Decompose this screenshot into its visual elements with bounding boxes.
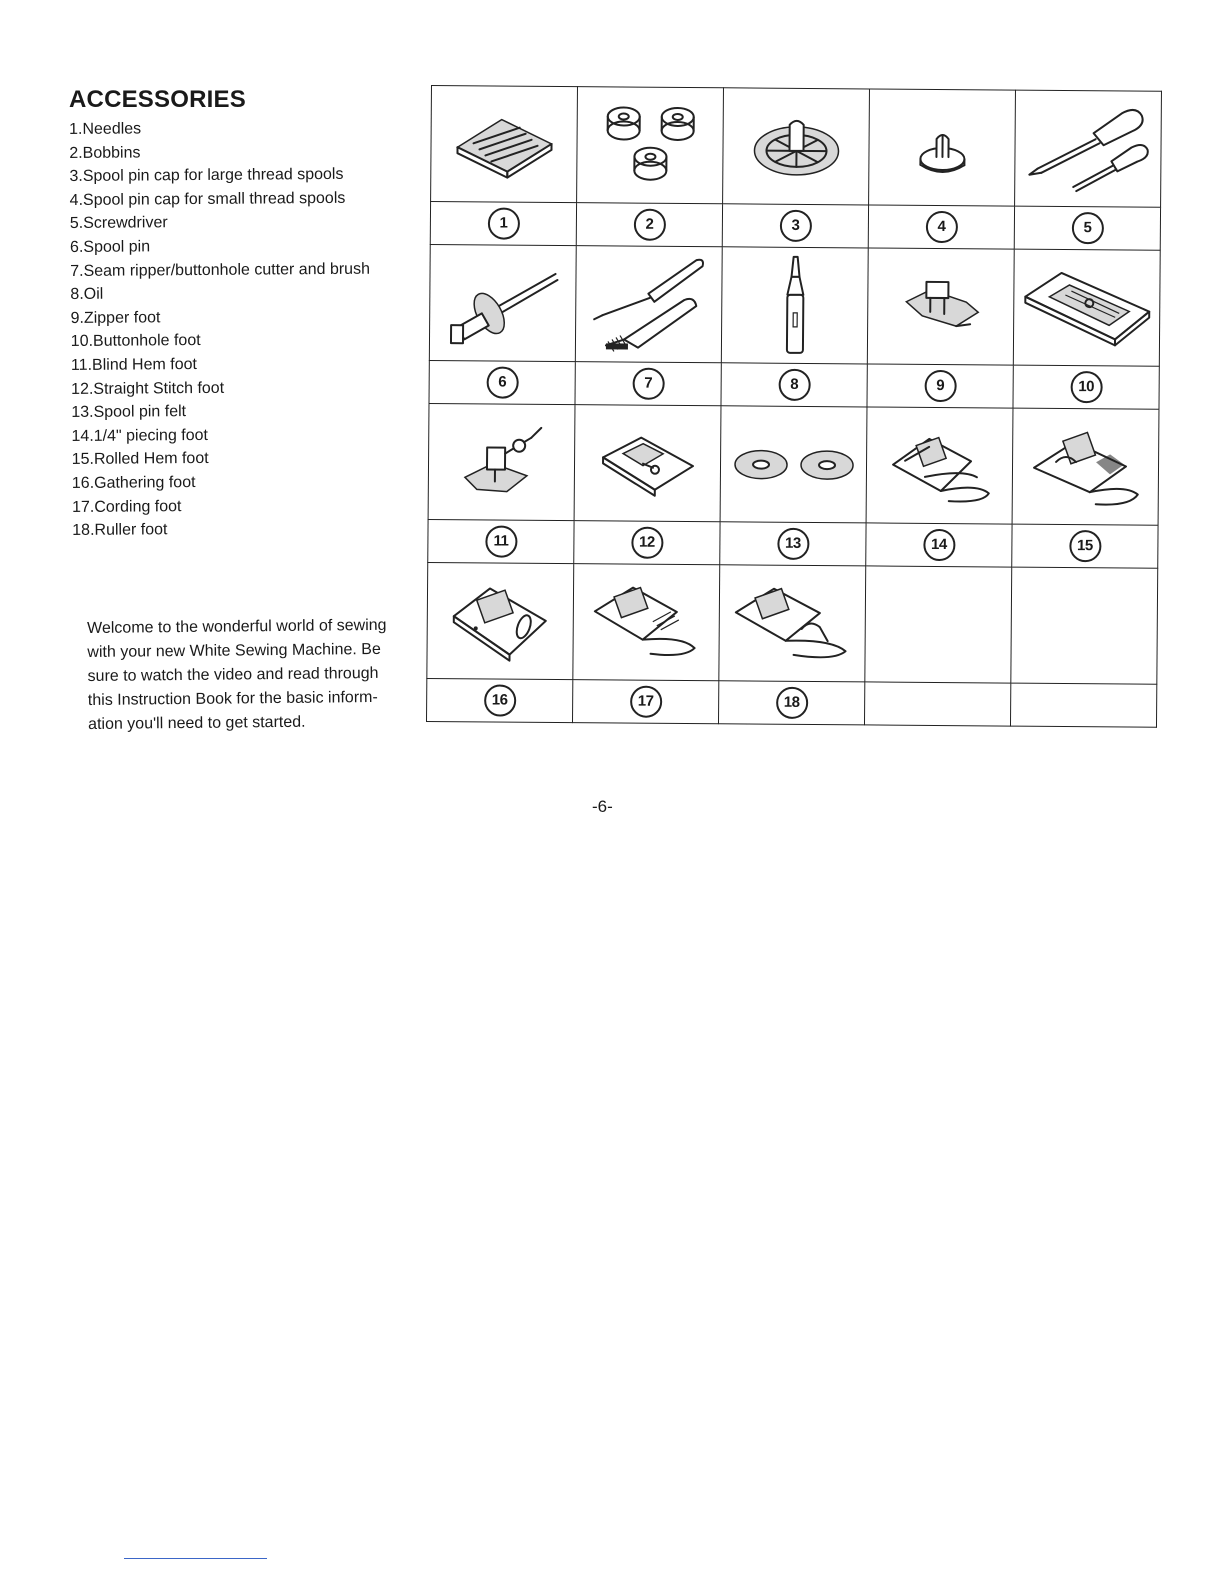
welcome-line: ation you'll need to get started. (88, 713, 306, 733)
large-spool-cap-illustration (723, 88, 870, 205)
welcome-line: sure to watch the video and read through (87, 664, 379, 685)
list-item: 15.Rolled Hem foot (71, 450, 209, 469)
list-item: 12.Straight Stitch foot (71, 379, 225, 398)
grid-number-cell (428, 519, 574, 563)
cording-foot-illustration (573, 564, 720, 681)
straight-stitch-foot-icon (592, 423, 703, 504)
grid-number-cell (866, 523, 1012, 567)
grid-number-cell (575, 362, 721, 406)
buttonhole-foot-illustration (1013, 249, 1160, 366)
list-item: 5.Screwdriver (69, 214, 168, 233)
grid-number-cell (720, 522, 866, 566)
blind-hem-foot-icon (446, 417, 557, 508)
item-number: 9 (924, 370, 956, 402)
item-number: 13 (777, 528, 809, 560)
straight-stitch-foot-illustration (574, 405, 721, 522)
list-item: 8.Oil (70, 285, 104, 304)
empty-cell (1011, 567, 1158, 684)
bobbins-illustration (577, 87, 724, 204)
page-heading: ACCESSORIES (69, 86, 246, 113)
screwdriver-illustration (1015, 90, 1162, 207)
item-number: 7 (632, 368, 664, 400)
seam-ripper-illustration (575, 246, 722, 363)
grid-number-cell (722, 204, 868, 248)
item-number: 12 (631, 527, 663, 559)
spool-pin-felt-illustration (720, 406, 867, 523)
list-item: 14.1/4" piecing foot (71, 426, 209, 445)
grid-number-cell (430, 202, 576, 246)
accessory-grid (426, 85, 1162, 728)
list-item: 7.Seam ripper/buttonhole cutter and brush (70, 260, 371, 280)
list-item: 11.Blind Hem foot (70, 355, 198, 374)
grid-number-cell (576, 203, 722, 247)
small-spool-cap-illustration (869, 89, 1016, 206)
gathering-foot-illustration (427, 562, 574, 679)
list-item: 17.Cording foot (71, 497, 182, 516)
piecing-foot-illustration (866, 407, 1013, 524)
item-number: 2 (633, 209, 665, 241)
spool-cap-small-icon (887, 112, 998, 183)
item-number: 14 (923, 529, 955, 561)
spool-pin-illustration (429, 244, 576, 361)
empty-cell (865, 566, 1012, 683)
blind-hem-foot-illustration (428, 403, 575, 520)
item-number: 4 (925, 211, 957, 243)
list-item: 10.Buttonhole foot (70, 332, 201, 351)
item-number: 17 (630, 686, 662, 718)
grid-number-cell (572, 680, 718, 724)
grid-number-cell (1012, 524, 1158, 568)
grid-number-cell (721, 363, 867, 407)
spool-cap-large-icon (741, 106, 852, 187)
seam-ripper-icon (583, 249, 714, 360)
item-number: 8 (778, 369, 810, 401)
item-number: 3 (779, 210, 811, 242)
zipper-foot-illustration (867, 248, 1014, 365)
list-item: 9.Zipper foot (70, 309, 161, 327)
grid-number-cell (429, 360, 575, 404)
ruller-foot-illustration (719, 565, 866, 682)
grid-number-cell (864, 682, 1010, 726)
welcome-line: Welcome to the wonderful world of sewing (87, 616, 387, 637)
list-item: 18.Ruller foot (72, 521, 168, 540)
item-number: 16 (484, 684, 516, 716)
grid-number-cell (867, 364, 1013, 408)
item-number: 15 (1069, 530, 1101, 562)
welcome-paragraph (87, 613, 428, 737)
list-item: 4.Spool pin cap for small thread spools (69, 189, 346, 209)
cording-foot-icon (586, 577, 707, 668)
accessory-list (69, 116, 372, 543)
oil-illustration (721, 247, 868, 364)
oil-bottle-icon (764, 250, 825, 360)
felt-icon (728, 439, 858, 490)
item-number: 6 (486, 366, 518, 398)
zipper-foot-icon (886, 271, 997, 342)
grid-number-cell (718, 681, 864, 725)
grid-number-cell (1014, 206, 1160, 250)
rolled-hem-foot-illustration (1012, 408, 1159, 525)
item-number: 10 (1070, 371, 1102, 403)
bottom-rule (124, 1558, 267, 1559)
item-number: 1 (487, 207, 519, 239)
spool-pin-icon (442, 253, 563, 354)
list-item: 16.Gathering foot (71, 473, 196, 492)
piecing-foot-icon (884, 420, 995, 511)
welcome-line: with your new White Sewing Machine. Be (87, 640, 381, 661)
needles-icon (449, 109, 560, 180)
needles-illustration (431, 86, 578, 203)
item-number: 5 (1071, 212, 1103, 244)
buttonhole-foot-icon (1018, 262, 1155, 353)
grid-number-cell (868, 205, 1014, 249)
item-number: 18 (776, 687, 808, 719)
grid-number-cell (1013, 365, 1159, 409)
item-number: 11 (485, 525, 517, 557)
grid-number-cell (427, 678, 573, 722)
list-item: 3.Spool pin cap for large thread spools (69, 166, 344, 186)
welcome-line: this Instruction Book for the basic inform- (87, 688, 378, 709)
grid-number-cell (574, 521, 720, 565)
grid-number-cell (1010, 683, 1156, 727)
rolled-hem-foot-icon (1025, 421, 1146, 512)
list-item: 6.Spool pin (69, 238, 151, 256)
list-item: 13.Spool pin felt (71, 403, 187, 422)
ruller-foot-icon (727, 578, 858, 669)
gathering-foot-icon (445, 576, 556, 667)
list-item: 2.Bobbins (69, 144, 141, 162)
bobbin-icon (595, 100, 706, 191)
page-number: -6- (592, 797, 613, 816)
list-item: 1.Needles (69, 120, 142, 138)
screwdriver-icon (1023, 98, 1154, 199)
